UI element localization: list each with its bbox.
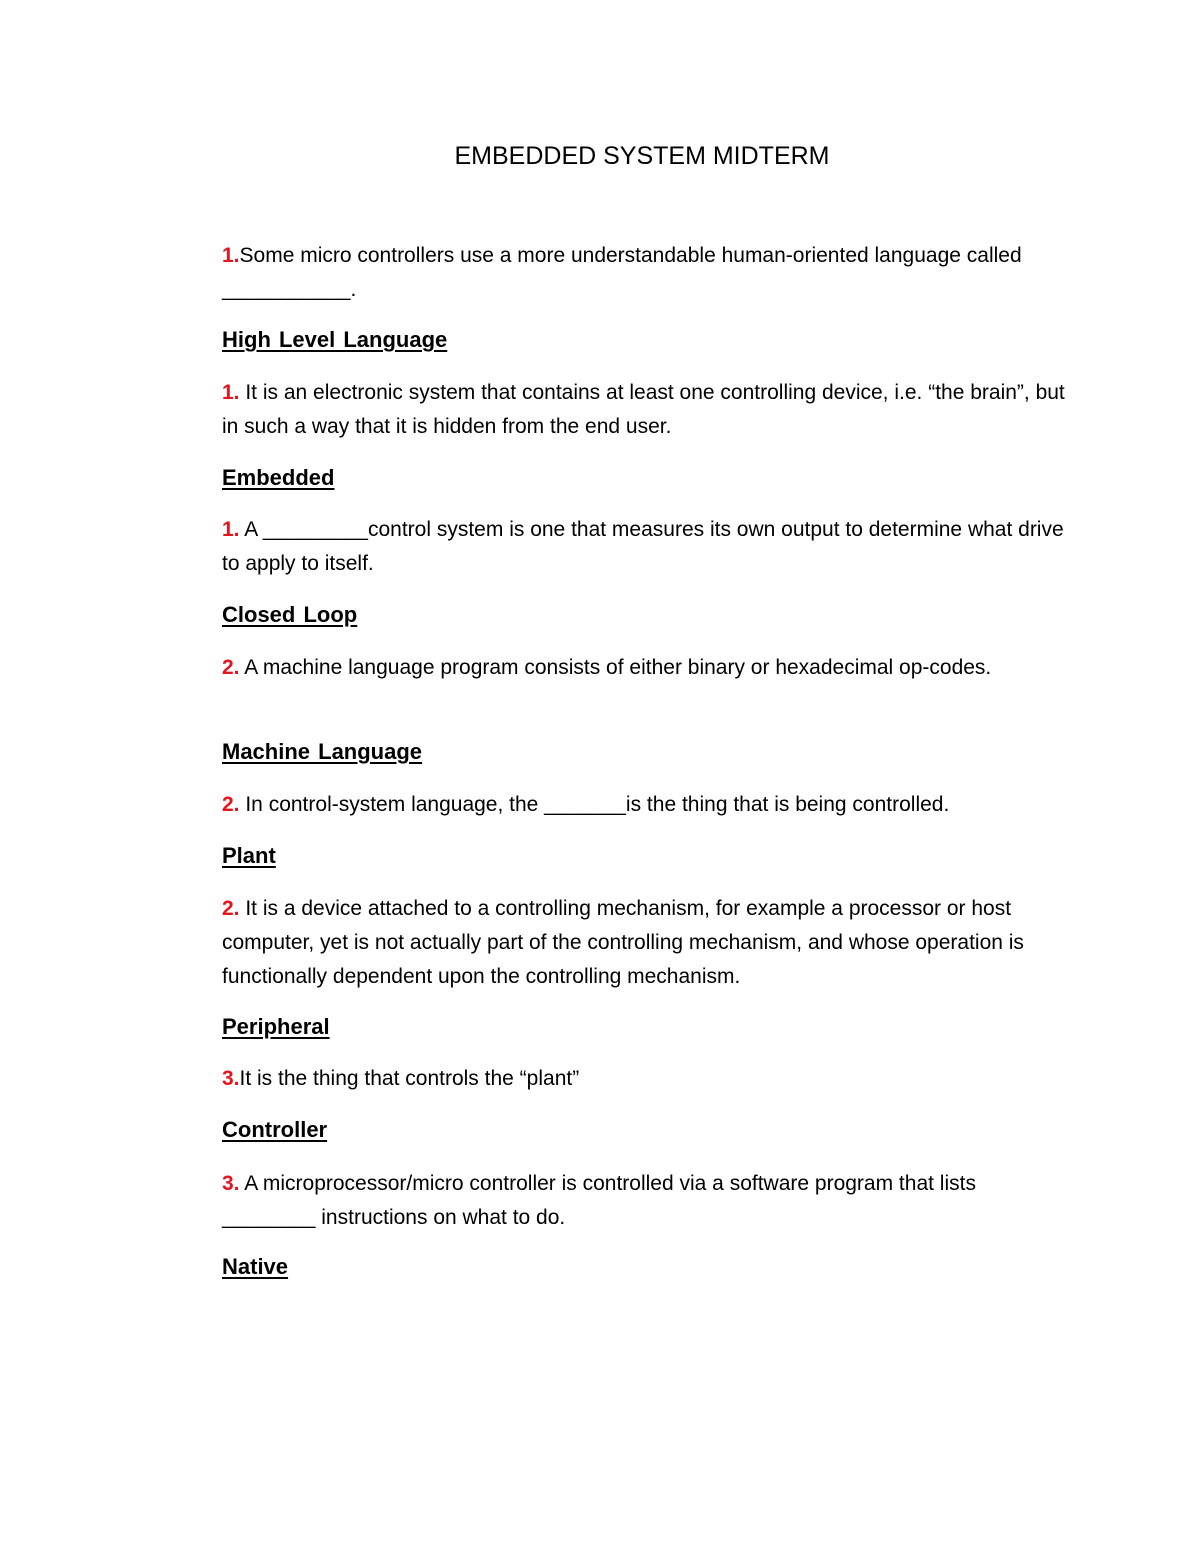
question-text: It is the thing that controls the “plant” [239, 1067, 580, 1090]
question-8 [222, 1167, 1072, 1235]
question-text: Some micro controllers use a more understandable human-oriented language called ___________. [222, 244, 1022, 301]
question-3 [222, 513, 1072, 581]
answer-7: Controller [222, 1117, 328, 1142]
question-2 [222, 376, 1072, 444]
answer-4: Machine Language [222, 739, 423, 764]
document-title: EMBEDDED SYSTEM MIDTERM [454, 142, 830, 170]
question-number: 1. [222, 244, 240, 267]
question-number: 3. [222, 1172, 240, 1195]
question-1 [222, 239, 1072, 307]
question-text: A microprocessor/micro controller is controlled via a software program that lists ________ instructions on what to do. [222, 1172, 976, 1229]
question-7 [222, 1062, 1072, 1096]
question-5 [222, 788, 1072, 822]
answer-5: Plant [222, 843, 276, 868]
answer-6: Peripheral [222, 1014, 330, 1039]
question-text: In control-system language, the _______is the thing that is being controlled. [239, 793, 950, 816]
question-number: 2. [222, 656, 240, 679]
question-text: A machine language program consists of either binary or hexadecimal op-codes. [239, 656, 992, 679]
question-number: 1. [222, 518, 240, 541]
question-number: 3. [222, 1067, 240, 1090]
question-text: A _________control system is one that measures its own output to determine what drive to apply to itself. [222, 518, 1064, 575]
question-number: 1. [222, 381, 240, 404]
question-text: It is an electronic system that contains at least one controlling device, i.e. “the brain”, but in such a way that it is hidden from the end user. [222, 381, 1065, 438]
answer-3: Closed Loop [222, 602, 358, 627]
question-number: 2. [222, 793, 240, 816]
question-6 [222, 892, 1072, 994]
question-number: 2. [222, 897, 240, 920]
question-4 [222, 651, 1072, 685]
answer-2: Embedded [222, 465, 335, 490]
question-text: It is a device attached to a controlling mechanism, for example a processor or host computer, yet is not actually part of the controlling mechanism, and whose operation is functionally dependent upon the controlling mechanism. [222, 897, 1024, 988]
answer-1: High Level Language [222, 327, 448, 352]
answer-8: Native [222, 1254, 289, 1279]
